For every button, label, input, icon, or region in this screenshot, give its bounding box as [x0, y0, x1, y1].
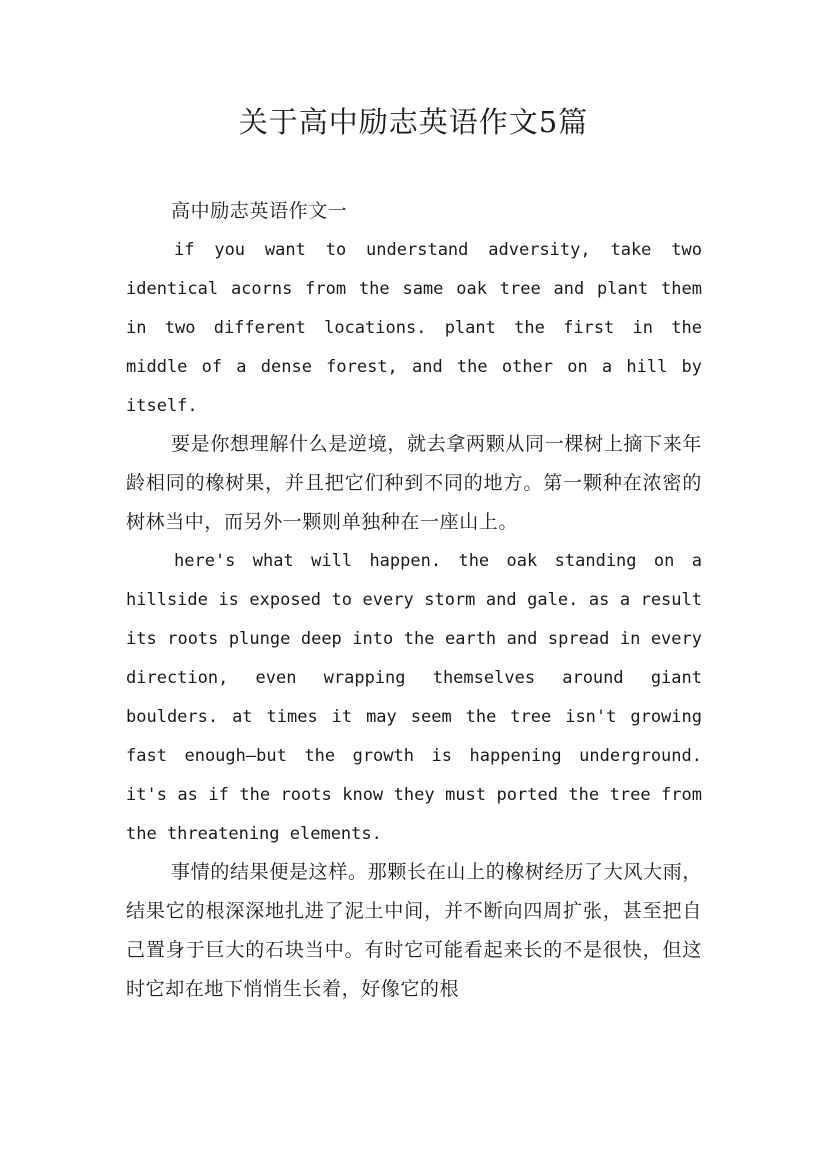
paragraph-english-1: if you want to understand adversity, take two identical acorns from the same oak tree and plant them in two different locations. plant the first in the middle of a dense forest, and the other on a hill by itself. — [126, 239, 702, 416]
paragraph-english-2: here's what will happen. the oak standing on a hillside is exposed to every storm and gale. as a result its roots plunge deep into the earth and spread in every direction, even wrapping themselves around giant boulders. at times it may seem the tree isn't growing fast enough—but the growth is happening underground. it's as if the roots know they must ported the tree from the threatening elements. — [126, 551, 702, 844]
section-heading: 高中励志英语作文一 — [171, 200, 348, 222]
document-body — [126, 192, 702, 1009]
document-title: 关于高中励志英语作文5篇 — [238, 105, 589, 139]
paragraph-chinese-2: 事情的结果便是这样。那颗长在山上的橡树经历了大风大雨，结果它的根深深地扎进了泥土中间，并不断向四周扩张，甚至把自己置身于巨大的石块当中。有时它可能看起来长的不是很快，但这时它却在地下悄悄生长着，好像它的根 — [126, 861, 702, 1001]
paragraph-chinese-1: 要是你想理解什么是逆境，就去拿两颗从同一棵树上摘下来年龄相同的橡树果，并且把它们种到不同的地方。第一颗种在浓密的树林当中，而另外一颗则单独种在一座山上。 — [126, 433, 702, 534]
